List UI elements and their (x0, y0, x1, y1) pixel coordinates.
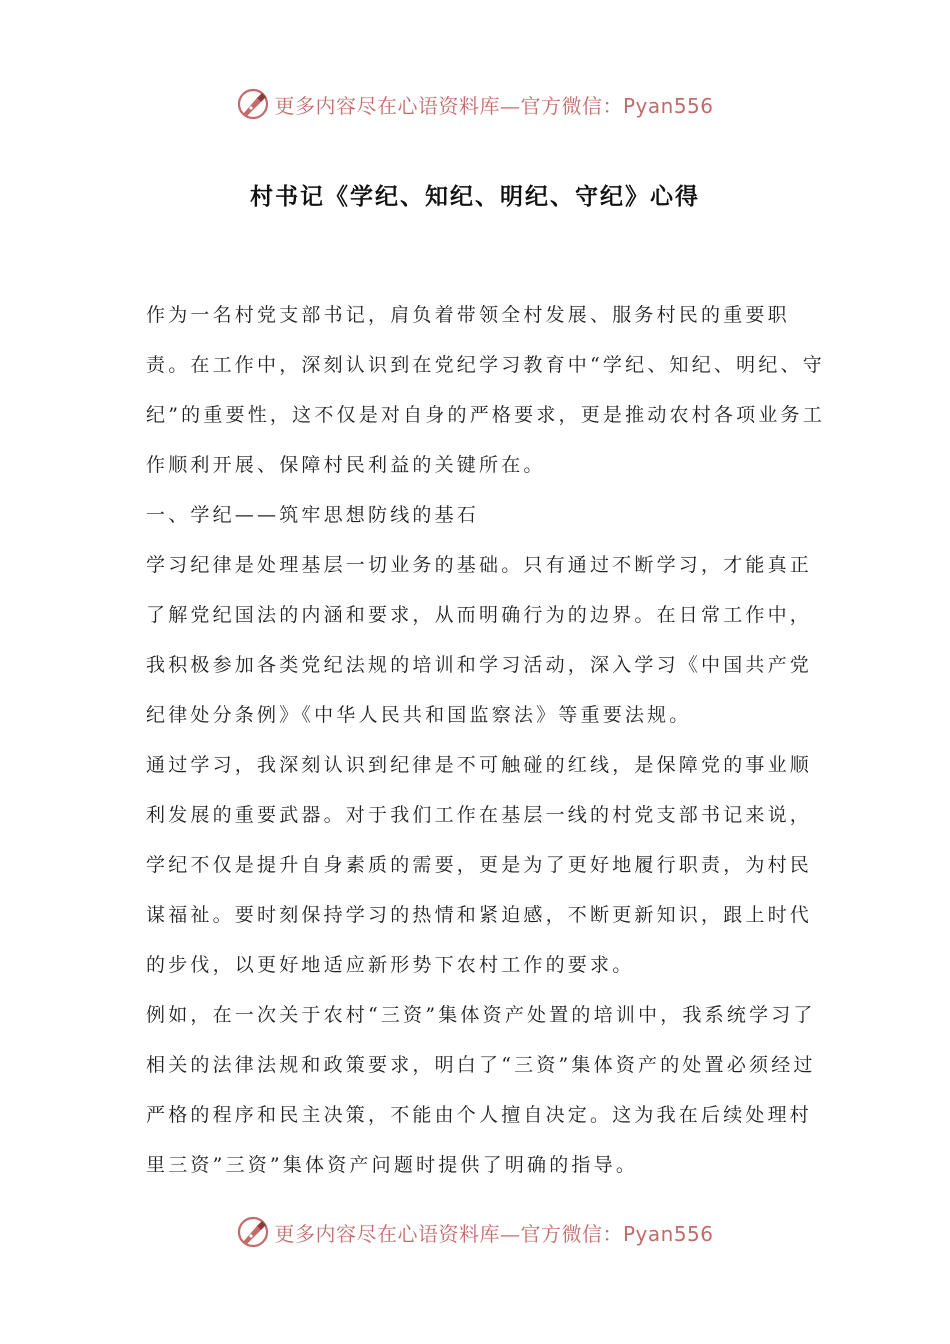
section-heading: 一、学纪——筑牢思想防线的基石 (146, 504, 480, 526)
paragraph: 通过学习，我深刻认识到纪律是不可触碰的红线，是保障党的事业顺利发展的重要武器。对于我们工作在基层一线的村党支部书记来说，学纪不仅是提升自身素质的需要，更是为了更好地履行职责，为村民谋福祉。要时刻保持学习的热情和紧迫感，不断更新知识，跟上时代的步伐，以更好地适应新形势下农村工作的要求。 (146, 754, 813, 976)
pen-nib-logo-icon (236, 1215, 270, 1249)
watermark-text: 更多内容尽在心语资料库—官方微信：Pyan556 (274, 93, 714, 118)
document-title: 村书记《学纪、知纪、明纪、守纪》心得 (250, 183, 700, 210)
pen-nib-logo-icon (236, 87, 270, 121)
header-watermark (0, 84, 950, 124)
watermark-handle: Pyan556 (622, 93, 714, 118)
document-body (146, 290, 826, 1190)
footer-watermark (0, 1212, 950, 1252)
paragraph: 学习纪律是处理基层一切业务的基础。只有通过不断学习，才能真正了解党纪国法的内涵和要求，从而明确行为的边界。在日常工作中，我积极参加各类党纪法规的培训和学习活动，深入学习《中国共产党纪律处分条例》《中华人民共和国监察法》等重要法规。 (146, 554, 813, 726)
watermark-handle: Pyan556 (622, 1221, 714, 1246)
paragraph: 例如，在一次关于农村“三资”集体资产处置的培训中，我系统学习了相关的法律法规和政策要求，明白了“三资”集体资产的处置必须经过严格的程序和民主决策，不能由个人擅自决定。这为我在后续处理村里三资”三资”集体资产问题时提供了明确的指导。 (146, 1004, 816, 1176)
watermark-text: 更多内容尽在心语资料库—官方微信：Pyan556 (274, 1221, 714, 1246)
paragraph-intro: 作为一名村党支部书记，肩负着带领全村发展、服务村民的重要职责。在工作中，深刻认识到在党纪学习教育中“学纪、知纪、明纪、守纪”的重要性，这不仅是对自身的严格要求，更是推动农村各项业务工作顺利开展、保障村民利益的关键所在。 (146, 304, 825, 476)
